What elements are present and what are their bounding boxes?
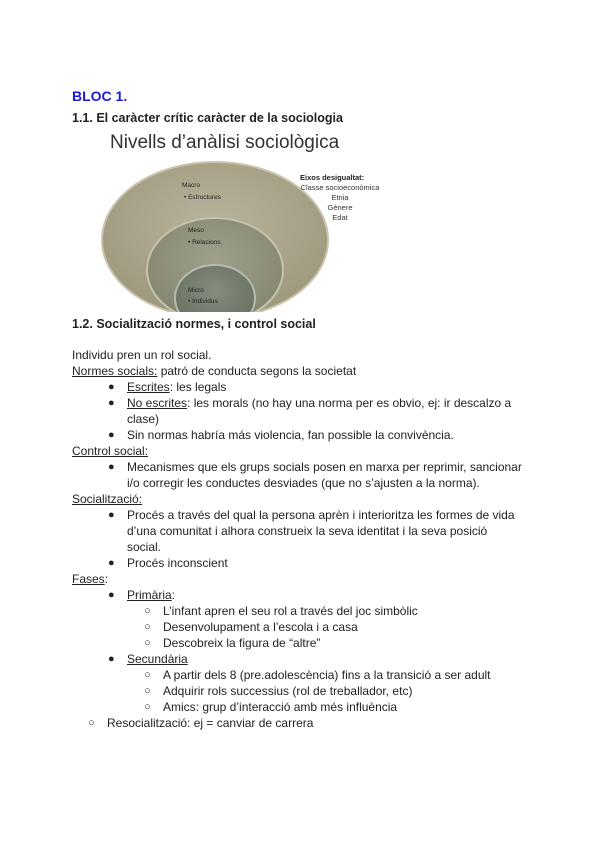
secundaria-label: Secundària (127, 652, 188, 666)
section-1-2-heading: 1.2. Socialització normes, i control social (72, 317, 316, 331)
bullet-icon: ● (108, 397, 115, 409)
list-item-continuation: i/o corregir les conductes desviades (que no s’ajusten a la norma). (127, 476, 480, 490)
list-item (127, 379, 527, 395)
primaria-label: Primària (127, 588, 172, 602)
normes-line (72, 363, 356, 379)
bullet-icon: ● (108, 461, 115, 473)
escrites-text: : les legals (169, 380, 227, 394)
fases-label: Fases (72, 572, 105, 586)
sub-list-item: Amics: grup d’interacció amb més influència (163, 700, 398, 714)
micro-ellipse (175, 265, 255, 320)
sub-list-item: Desenvolupament a l’escola i a casa (163, 620, 358, 634)
circle-bullet-icon: ○ (144, 605, 151, 617)
eixos-item: Classe socioeconòmica (300, 183, 380, 192)
list-item-continuation: d’una comunitat i alhora construeix la seva identitat i la seva posició (127, 524, 488, 538)
circle-bullet-icon: ○ (144, 637, 151, 649)
bullet-icon: ● (108, 653, 115, 665)
circle-bullet-icon: ○ (144, 621, 151, 633)
list-item (127, 587, 527, 603)
bullet-icon: ● (108, 381, 115, 393)
fases-line (72, 571, 108, 587)
sub-list-item: L’infant apren el seu rol a través del joc simbòlic (163, 604, 418, 618)
normes-text: patró de conducta segons la societat (157, 364, 357, 378)
list-item: Mecanismes que els grups socials posen en marxa per reprimir, sancionar (127, 460, 522, 474)
sub-list-item: Adquirir rols successius (rol de treballador, etc) (163, 684, 413, 698)
bullet-icon: ● (108, 557, 115, 569)
eixos-item: Gènere (327, 203, 353, 212)
bloc-heading: BLOC 1. (72, 88, 128, 104)
section-1-1-heading: 1.1. El caràcter crític caràcter de la sociologia (72, 111, 343, 125)
list-item: Procés inconscient (127, 556, 228, 570)
fases-colon: : (104, 572, 109, 586)
micro-item: • Individus (188, 298, 218, 305)
no-escrites-label: No escrites (127, 396, 188, 410)
control-label: Control social: (72, 444, 149, 458)
circle-bullet-icon: ○ (144, 685, 151, 697)
eixos-item: Etnia (331, 193, 349, 202)
sub-list-item: A partir dels 8 (pre.adolescència) fins a la transició a ser adult (163, 668, 491, 682)
list-item-continuation: social. (127, 540, 162, 554)
eixos-item: Edat (332, 213, 348, 222)
intro-line: Individu pren un rol social. (72, 348, 212, 362)
diagram-title: Nivells d’anàlisi sociològica (110, 132, 340, 153)
sociological-levels-diagram (100, 130, 400, 320)
escrites-label: Escrites (127, 380, 170, 394)
bullet-icon: ● (108, 509, 115, 521)
bullet-icon: ● (108, 429, 115, 441)
bullet-icon: ● (108, 589, 115, 601)
resocialitzacio-item: Resocialització: ej = canviar de carrera (107, 716, 314, 730)
sub-list-item: Descobreix la figura de “altre” (163, 636, 321, 650)
list-item: Sin normas habría más violencia, fan possible la convivència. (127, 428, 454, 442)
meso-label: Meso (188, 227, 204, 234)
list-item: Procés a través del qual la persona aprèn i interioritza les formes de vida (127, 508, 515, 522)
list-item-continuation: clase) (127, 412, 160, 426)
circle-bullet-icon: ○ (88, 717, 95, 729)
macro-label: Macro (182, 182, 201, 189)
no-escrites-text: : les morals (no hay una norma per es obvio, ej: ir descalzo a (187, 396, 512, 410)
normes-label: Normes socials: (72, 364, 158, 378)
circle-bullet-icon: ○ (144, 669, 151, 681)
meso-item: • Relacions (188, 239, 221, 246)
macro-item: • Estructures (184, 194, 221, 201)
micro-label: Micro (188, 287, 204, 294)
circle-bullet-icon: ○ (144, 701, 151, 713)
eixos-title: Eixos desigualtat: (300, 173, 365, 182)
list-item (127, 395, 527, 411)
primaria-colon: : (171, 588, 176, 602)
socialitzacio-label: Socialització: (72, 492, 143, 506)
